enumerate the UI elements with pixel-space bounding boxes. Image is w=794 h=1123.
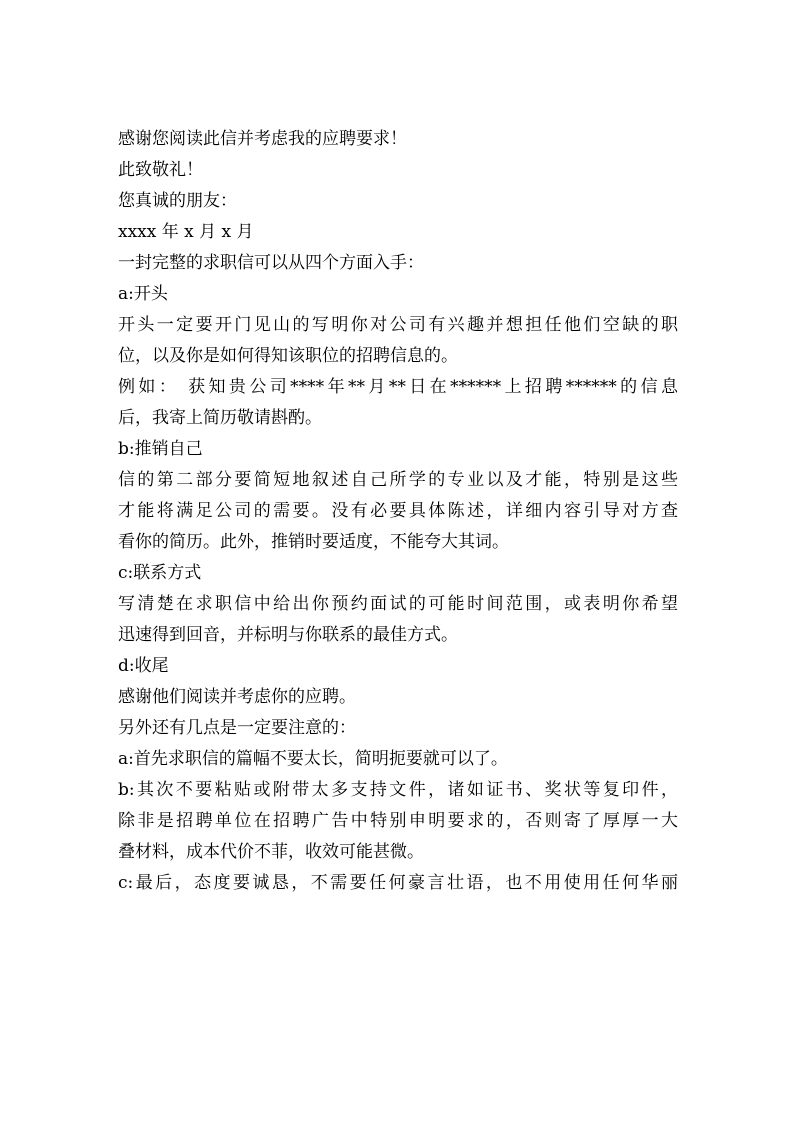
example-text-line-1: 例如： 获知贵公司****年**月**日在******上招聘******的信息 [118,377,678,397]
salutation-regards: 此致敬礼！ [118,160,203,180]
section-b-text-line-2: 才能将满足公司的需要。没有必要具体陈述，详细内容引导对方查 [118,501,678,521]
section-c-heading: c:联系方式 [118,563,202,583]
section-b-heading: b:推销自己 [118,439,203,459]
document-page [118,124,678,899]
section-c-text-line-2: 迅速得到回音，并标明与你联系的最佳方式。 [118,625,458,645]
note-b-text-line-2: 除非是招聘单位在招聘广告中特别申明要求的，否则寄了厚厚一大 [118,811,678,831]
example-text-line-2: 后，我寄上简历敬请斟酌。 [118,408,322,428]
notes-heading: 另外还有几点是一定要注意的： [118,718,356,738]
section-a-heading: a:开头 [118,284,168,304]
note-c-text-line-1: c:最后，态度要诚恳，不需要任何豪言壮语，也不用使用任何华丽 [118,873,678,893]
section-b-text-line-3: 看你的简历。此外，推销时要适度，不能夸大其词。 [118,532,509,552]
intro-heading: 一封完整的求职信可以从四个方面入手： [118,253,424,273]
date-line: xxxx 年 x 月 x 月 [118,222,254,242]
note-b-text-line-1: b:其次不要粘贴或附带太多支持文件，诸如证书、奖状等复印件， [118,780,678,800]
section-a-text-line-2: 位，以及你是如何得知该职位的招聘信息的。 [118,346,458,366]
note-a-text: a:首先求职信的篇幅不要太长，简明扼要就可以了。 [118,749,508,769]
closing-thanks: 感谢您阅读此信并考虑我的应聘要求！ [118,129,407,149]
section-c-text-line-1: 写清楚在求职信中给出你预约面试的可能时间范围，或表明你希望 [118,594,678,614]
section-d-text: 感谢他们阅读并考虑你的应聘。 [118,687,356,707]
section-b-text-line-1: 信的第二部分要简短地叙述自己所学的专业以及才能，特别是这些 [118,470,678,490]
section-a-text-line-1: 开头一定要开门见山的写明你对公司有兴趣并想担任他们空缺的职 [118,315,678,335]
signature-friend: 您真诚的朋友： [118,191,237,211]
note-b-text-line-3: 叠材料，成本代价不菲，收效可能甚微。 [118,842,424,862]
section-d-heading: d:收尾 [118,656,169,676]
